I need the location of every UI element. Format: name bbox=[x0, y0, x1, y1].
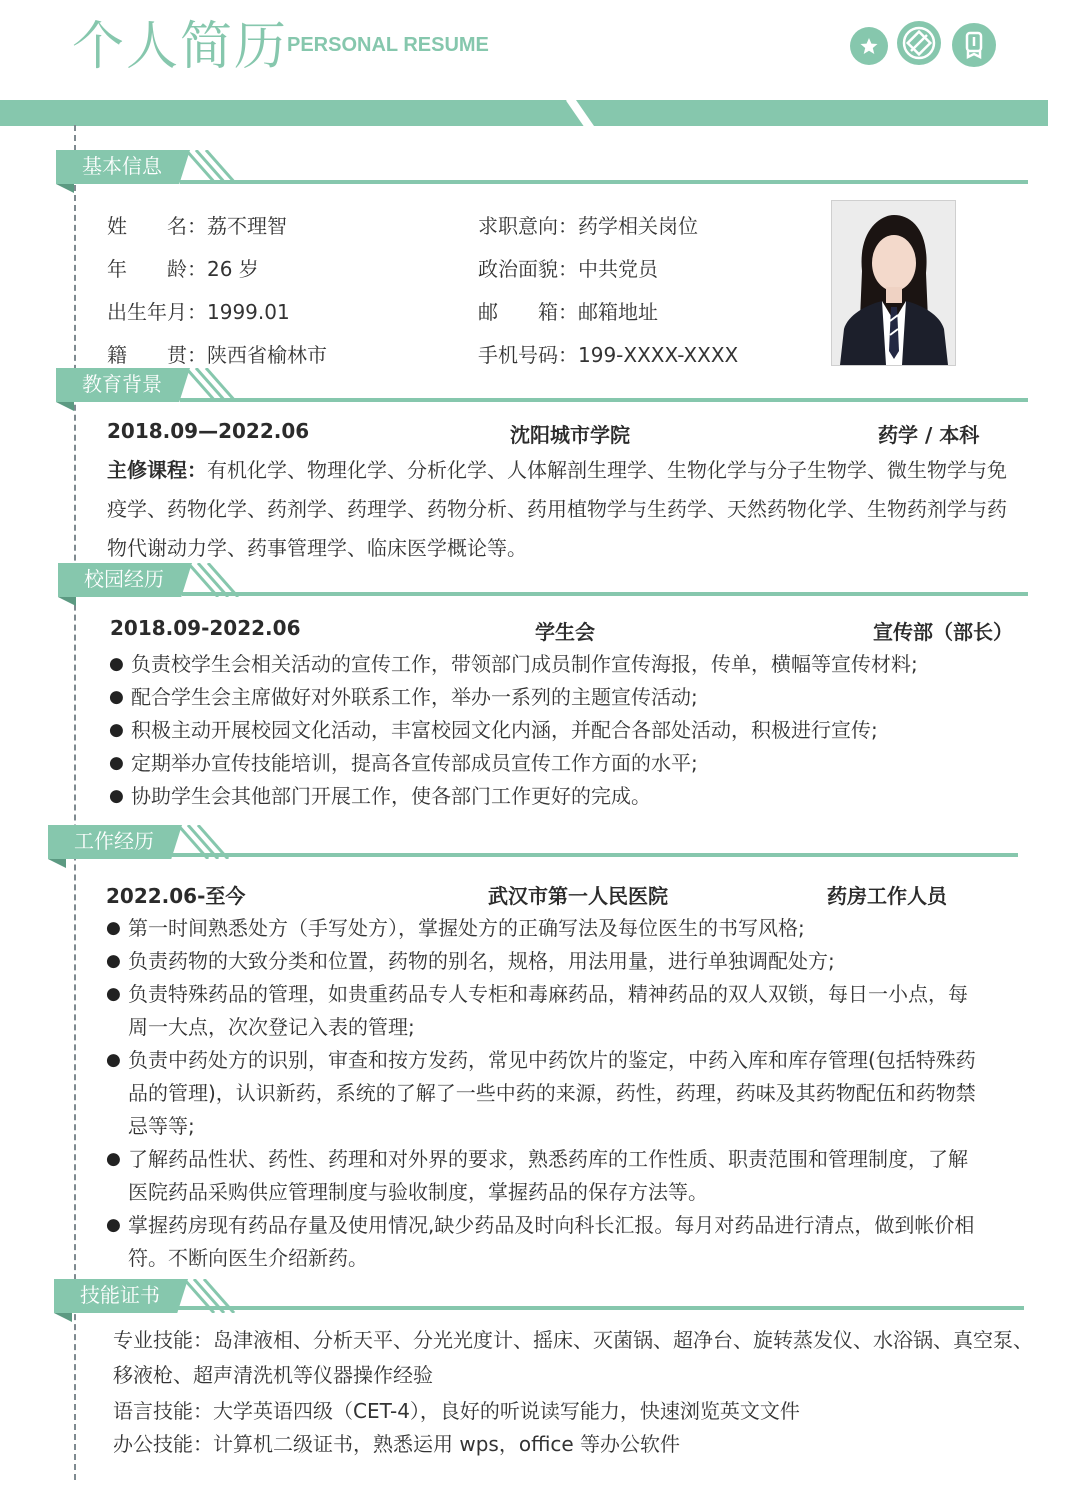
list-item: ● 配合学生会主席做好对外联系工作，举办一系列的主题宣传活动; bbox=[109, 681, 1014, 714]
email-row: 邮 箱：邮箱地址 bbox=[478, 300, 658, 324]
timeline-line bbox=[74, 125, 76, 1480]
section-divider bbox=[182, 592, 1028, 596]
work-period: 2022.06-至今 bbox=[106, 884, 246, 908]
ribbon-icon bbox=[952, 23, 996, 67]
age-value: 26 岁 bbox=[207, 257, 259, 281]
list-item: ● 负责中药处方的识别，审查和按方发药，常见中药饮片的鉴定，中药入库和库存管理(包括特殊药品的管理)，认识新药，系统的了解了一些中药的来源，药性，药理，药味及其药物配伍和药物禁忌等等; bbox=[106, 1044, 986, 1143]
section-title: 教育背景 bbox=[82, 372, 162, 396]
section-education bbox=[56, 368, 246, 402]
age-row: 年 龄：26 岁 bbox=[107, 257, 259, 281]
section-basic-info bbox=[56, 150, 246, 184]
name-row: 姓 名：荔不理智 bbox=[107, 214, 287, 238]
star-icon bbox=[850, 27, 888, 65]
section-divider bbox=[178, 1306, 1024, 1310]
list-item: ● 掌握药房现有药品存量及使用情况,缺少药品及时向科长汇报。每月对药品进行清点，做到帐价相符。不断向医生介绍新药。 bbox=[106, 1209, 986, 1275]
section-divider bbox=[180, 398, 1028, 402]
list-item: ● 积极主动开展校园文化活动，丰富校园文化内涵，并配合各部处活动，积极进行宣传; bbox=[109, 714, 1014, 747]
list-item: ● 定期举办宣传技能培训，提高各宣传部成员宣传工作方面的水平; bbox=[109, 747, 1014, 780]
section-divider bbox=[172, 853, 1018, 857]
list-item: ● 负责校学生会相关活动的宣传工作，带领部门成员制作宣传海报，传单，横幅等宣传材料; bbox=[109, 648, 1014, 681]
name-value: 荔不理智 bbox=[207, 214, 287, 238]
courses-text: 有机化学、物理化学、分析化学、人体解剖生理学、生物化学与分子生物学、微生物学与免疫学、药物化学、药剂学、药理学、药物分析、药用植物学与生药学、天然药物化学、生物药剂学与药物代谢动力学、药事管理学、临床医学概论等。 bbox=[107, 458, 1007, 560]
skill-professional: 专业技能：岛津液相、分析天平、分光光度计、摇床、灭菌锅、超净台、旋转蒸发仪、水浴锅、真空泵、移液枪、超声清洗机等仪器操作经验 bbox=[113, 1328, 1033, 1387]
politics-value: 中共党员 bbox=[578, 257, 658, 281]
work-role: 药房工作人员 bbox=[827, 884, 947, 908]
page-title: 个人简历 bbox=[72, 17, 289, 77]
edu-period: 2018.09—2022.06 bbox=[107, 419, 310, 443]
campus-org: 学生会 bbox=[535, 620, 595, 644]
list-item: ● 了解药品性状、药性、药理和对外界的要求，熟悉药库的工作性质、职责范围和管理制度，了解医院药品采购供应管理制度与验收制度，掌握药品的保存方法等。 bbox=[106, 1143, 986, 1209]
section-title: 工作经历 bbox=[74, 829, 154, 853]
skill-office: 办公技能：计算机二级证书，熟悉运用 wps，office 等办公软件 bbox=[113, 1432, 681, 1456]
work-org: 武汉市第一人民医院 bbox=[488, 884, 668, 908]
origin-row: 籍 贯：陕西省榆林市 bbox=[107, 343, 327, 367]
edu-school: 沈阳城市学院 bbox=[510, 423, 630, 447]
skill-language: 语言技能：大学英语四级（CET-4），良好的听说读写能力，快速浏览英文文件 bbox=[113, 1399, 800, 1423]
list-item: ● 协助学生会其他部门开展工作，使各部门工作更好的完成。 bbox=[109, 780, 1014, 813]
section-title: 基本信息 bbox=[82, 154, 162, 178]
work-list bbox=[106, 912, 986, 1275]
politics-row: 政治面貌：中共党员 bbox=[478, 257, 658, 281]
phone-value: 199-XXXX-XXXX bbox=[578, 343, 739, 367]
page-subtitle: PERSONAL RESUME bbox=[287, 34, 489, 56]
list-item: ● 负责药物的大致分类和位置，药物的别名，规格，用法用量，进行单独调配处方; bbox=[106, 945, 986, 978]
job-row: 求职意向：药学相关岗位 bbox=[478, 214, 698, 238]
compass-icon bbox=[897, 21, 941, 65]
birth-value: 1999.01 bbox=[207, 300, 290, 324]
birth-row: 出生年月：1999.01 bbox=[107, 300, 290, 324]
courses-label: 主修课程： bbox=[107, 458, 207, 482]
job-value: 药学相关岗位 bbox=[578, 214, 698, 238]
section-title: 校园经历 bbox=[84, 567, 164, 591]
section-title: 技能证书 bbox=[80, 1283, 160, 1307]
campus-period: 2018.09-2022.06 bbox=[110, 616, 301, 640]
phone-row: 手机号码：199-XXXX-XXXX bbox=[478, 343, 739, 367]
campus-role: 宣传部（部长） bbox=[873, 620, 1013, 644]
list-item: ● 第一时间熟悉处方（手写处方），掌握处方的正确写法及每位医生的书写风格; bbox=[106, 912, 986, 945]
edu-courses bbox=[107, 451, 1007, 568]
campus-list bbox=[109, 648, 1014, 813]
edu-major: 药学 / 本科 bbox=[878, 423, 980, 447]
profile-photo bbox=[831, 200, 956, 366]
header-band bbox=[0, 100, 1048, 127]
origin-value: 陕西省榆林市 bbox=[207, 343, 327, 367]
section-divider bbox=[180, 180, 1028, 184]
email-value: 邮箱地址 bbox=[578, 300, 658, 324]
list-item: ● 负责特殊药品的管理，如贵重药品专人专柜和毒麻药品，精神药品的双人双锁，每日一小点，每周一大点，次次登记入表的管理; bbox=[106, 978, 986, 1044]
